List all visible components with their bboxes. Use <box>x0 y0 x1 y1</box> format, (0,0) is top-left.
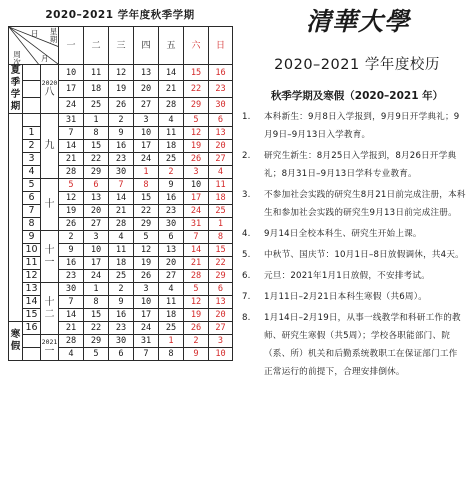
day-cell: 19 <box>184 309 209 322</box>
day-cell: 10 <box>134 127 159 140</box>
day-cell: 12 <box>184 127 209 140</box>
day-cell: 30 <box>59 283 84 296</box>
day-cell: 6 <box>109 348 134 361</box>
note-item <box>242 186 466 222</box>
note-text: 不参加社会实践的研究生8月21日前完成注册，本科生和参加社会实践的研究生9月13日前完成注册。 <box>264 190 466 218</box>
day-cell: 20 <box>209 309 233 322</box>
note-item <box>242 246 466 264</box>
section-label: 寒假 <box>9 322 23 361</box>
weekday-mon: 一 <box>59 27 84 65</box>
day-cell: 28 <box>184 270 209 283</box>
corner-weekday-label: 星期 <box>49 27 58 44</box>
note-item <box>242 309 466 381</box>
week-number: 12 <box>23 270 41 283</box>
day-cell: 18 <box>159 309 184 322</box>
day-cell: 16 <box>159 192 184 205</box>
day-cell: 28 <box>59 166 84 179</box>
week-number: 13 <box>23 283 41 296</box>
day-cell: 10 <box>84 244 109 257</box>
day-cell: 11 <box>159 296 184 309</box>
notes-list <box>242 108 466 384</box>
week-number <box>23 97 41 113</box>
calendar-header-row <box>9 27 233 65</box>
day-cell: 26 <box>184 322 209 335</box>
month-cell <box>41 335 59 361</box>
day-cell: 4 <box>59 348 84 361</box>
calendar-body <box>9 65 233 361</box>
day-cell: 29 <box>84 166 109 179</box>
day-cell: 15 <box>184 65 209 81</box>
calendar-title: 2020–2021 学年度秋季学期 <box>45 9 195 21</box>
note-number: 6. <box>242 271 251 281</box>
calendar-row <box>9 335 233 348</box>
day-cell: 30 <box>109 335 134 348</box>
note-text: 9月14日全校本科生、研究生开始上课。 <box>264 229 422 239</box>
day-cell: 25 <box>209 205 233 218</box>
day-cell: 10 <box>59 65 84 81</box>
calendar-subheading: 秋季学期及寒假（2020–2021 年） <box>270 90 444 102</box>
note-text: 1月14日–2月19日，从事一线教学和科研工作的教师、研究生寒假（共5周）；学校各职能部门、院（系、所）机关和后勤系统教职工在保证部门工作正常运行的前提下，合理安排倒休。 <box>264 313 461 377</box>
day-cell: 18 <box>209 192 233 205</box>
week-number: 15 <box>23 309 41 322</box>
day-cell: 19 <box>109 81 134 97</box>
day-cell: 8 <box>209 231 233 244</box>
day-cell: 29 <box>209 270 233 283</box>
month-cell <box>41 179 59 231</box>
day-cell: 22 <box>209 257 233 270</box>
day-cell: 27 <box>159 270 184 283</box>
day-cell: 26 <box>59 218 84 231</box>
month-cell <box>41 65 59 114</box>
day-cell: 4 <box>109 231 134 244</box>
day-cell: 29 <box>184 97 209 113</box>
note-item <box>242 108 466 144</box>
day-cell: 6 <box>209 114 233 127</box>
week-number: 16 <box>23 322 41 335</box>
day-cell: 1 <box>209 218 233 231</box>
day-cell: 14 <box>59 309 84 322</box>
calendar-table <box>8 26 233 361</box>
day-cell: 5 <box>184 283 209 296</box>
day-cell: 18 <box>84 81 109 97</box>
month-cell <box>41 283 59 335</box>
note-text: 元旦：2021年1月1日放假，不安排考试。 <box>264 271 430 281</box>
day-cell: 23 <box>109 153 134 166</box>
weekday-fri: 五 <box>159 27 184 65</box>
day-cell: 17 <box>84 257 109 270</box>
day-cell: 26 <box>134 270 159 283</box>
day-cell: 28 <box>109 218 134 231</box>
day-cell: 15 <box>134 192 159 205</box>
day-cell: 9 <box>59 244 84 257</box>
day-cell: 2 <box>109 283 134 296</box>
calendar-row <box>9 179 233 192</box>
day-cell: 8 <box>84 127 109 140</box>
day-cell: 19 <box>184 140 209 153</box>
note-item <box>242 147 466 183</box>
day-cell: 20 <box>134 81 159 97</box>
day-cell: 1 <box>134 166 159 179</box>
day-cell: 16 <box>59 257 84 270</box>
day-cell: 1 <box>159 335 184 348</box>
day-cell: 11 <box>109 244 134 257</box>
day-cell: 30 <box>109 166 134 179</box>
day-cell: 23 <box>59 270 84 283</box>
weekday-tue: 二 <box>84 27 109 65</box>
corner-week-label: 周次 <box>13 50 21 67</box>
day-cell: 25 <box>159 322 184 335</box>
day-cell: 22 <box>134 205 159 218</box>
weekday-thu: 四 <box>134 27 159 65</box>
day-cell: 13 <box>84 192 109 205</box>
day-cell: 31 <box>134 335 159 348</box>
day-cell: 8 <box>84 296 109 309</box>
day-cell: 24 <box>59 97 84 113</box>
day-cell: 27 <box>84 218 109 231</box>
day-cell: 7 <box>184 231 209 244</box>
week-number: 3 <box>23 153 41 166</box>
day-cell: 2 <box>59 231 84 244</box>
day-cell: 21 <box>184 257 209 270</box>
day-cell: 3 <box>184 166 209 179</box>
day-cell: 21 <box>109 205 134 218</box>
note-item <box>242 288 466 306</box>
day-cell: 30 <box>159 218 184 231</box>
day-cell: 23 <box>209 81 233 97</box>
day-cell: 1 <box>84 114 109 127</box>
corner-day-label: 日 <box>31 29 39 38</box>
calendar-row <box>9 231 233 244</box>
note-number: 4. <box>242 229 251 239</box>
week-number <box>23 335 41 348</box>
month-label: 十 <box>44 198 55 210</box>
calendar-row <box>9 283 233 296</box>
day-cell: 13 <box>209 127 233 140</box>
month-label: 十一 <box>44 244 55 268</box>
day-cell: 15 <box>209 244 233 257</box>
day-cell: 9 <box>184 348 209 361</box>
day-cell: 24 <box>134 322 159 335</box>
day-cell: 3 <box>134 283 159 296</box>
day-cell: 25 <box>84 97 109 113</box>
day-cell: 7 <box>59 296 84 309</box>
day-cell: 14 <box>109 192 134 205</box>
day-cell: 5 <box>59 179 84 192</box>
day-cell: 18 <box>159 140 184 153</box>
day-cell: 2 <box>109 114 134 127</box>
day-cell: 27 <box>134 97 159 113</box>
day-cell: 20 <box>159 257 184 270</box>
day-cell: 16 <box>209 65 233 81</box>
day-cell: 11 <box>209 179 233 192</box>
day-cell: 5 <box>184 114 209 127</box>
week-number <box>23 114 41 127</box>
day-cell: 18 <box>109 257 134 270</box>
day-cell: 22 <box>84 153 109 166</box>
day-cell: 14 <box>59 140 84 153</box>
day-cell: 15 <box>84 140 109 153</box>
month-label: 八 <box>44 87 55 98</box>
day-cell: 11 <box>159 127 184 140</box>
day-cell: 24 <box>134 153 159 166</box>
day-cell: 3 <box>209 335 233 348</box>
day-cell: 21 <box>59 322 84 335</box>
day-cell: 12 <box>59 192 84 205</box>
day-cell: 19 <box>134 257 159 270</box>
week-number: 1 <box>23 127 41 140</box>
day-cell: 29 <box>134 218 159 231</box>
day-cell: 12 <box>134 244 159 257</box>
note-number: 1. <box>242 112 251 122</box>
month-year: 2020 <box>41 79 58 87</box>
day-cell: 16 <box>109 309 134 322</box>
note-number: 3. <box>242 190 251 200</box>
note-number: 8. <box>242 313 251 323</box>
day-cell: 3 <box>134 114 159 127</box>
day-cell: 7 <box>59 127 84 140</box>
day-cell: 9 <box>109 296 134 309</box>
note-text: 研究生新生：8月25日入学报到，8月26日开学典礼；8月31日–9月13日学科专业教育。 <box>264 151 457 179</box>
note-text: 中秋节、国庆节：10月1日–8日放假调休，共4天。 <box>264 250 464 260</box>
week-number: 5 <box>23 179 41 192</box>
day-cell: 6 <box>84 179 109 192</box>
tsinghua-logo: 清華大學 <box>305 7 410 36</box>
weekday-sat: 六 <box>184 27 209 65</box>
note-text: 本科新生：9月8日入学报到，9月9日开学典礼；9月9日–9月13日入学教育。 <box>264 112 460 140</box>
day-cell: 15 <box>84 309 109 322</box>
month-label: 十二 <box>44 296 55 320</box>
month-label: 九 <box>44 140 55 151</box>
day-cell: 17 <box>134 140 159 153</box>
note-number: 7. <box>242 292 251 302</box>
day-cell: 10 <box>209 348 233 361</box>
week-number: 9 <box>23 231 41 244</box>
month-year: 2021 <box>41 337 58 346</box>
header-corner <box>9 27 59 65</box>
day-cell: 5 <box>84 348 109 361</box>
day-cell: 22 <box>84 322 109 335</box>
day-cell: 12 <box>184 296 209 309</box>
day-cell: 30 <box>209 97 233 113</box>
week-number: 10 <box>23 244 41 257</box>
day-cell: 17 <box>184 192 209 205</box>
week-number <box>23 81 41 97</box>
note-item <box>242 267 466 285</box>
day-cell: 28 <box>59 335 84 348</box>
note-number: 2. <box>242 151 251 161</box>
day-cell: 8 <box>159 348 184 361</box>
day-cell: 26 <box>184 153 209 166</box>
note-item <box>242 225 466 243</box>
day-cell: 10 <box>134 296 159 309</box>
day-cell: 13 <box>159 244 184 257</box>
calendar-row <box>9 65 233 81</box>
day-cell: 9 <box>109 127 134 140</box>
day-cell: 29 <box>84 335 109 348</box>
week-number: 2 <box>23 140 41 153</box>
day-cell: 20 <box>84 205 109 218</box>
calendar-row <box>9 114 233 127</box>
day-cell: 27 <box>209 322 233 335</box>
note-number: 5. <box>242 250 251 260</box>
day-cell: 6 <box>209 283 233 296</box>
day-cell: 14 <box>184 244 209 257</box>
day-cell: 21 <box>159 81 184 97</box>
week-number: 8 <box>23 218 41 231</box>
day-cell: 13 <box>134 65 159 81</box>
day-cell: 27 <box>209 153 233 166</box>
day-cell: 4 <box>209 166 233 179</box>
day-cell: 23 <box>109 322 134 335</box>
day-cell: 26 <box>109 97 134 113</box>
week-number <box>23 65 41 81</box>
day-cell: 4 <box>159 114 184 127</box>
day-cell: 5 <box>134 231 159 244</box>
day-cell: 17 <box>59 81 84 97</box>
month-cell <box>41 231 59 283</box>
section-label: 夏季学期 <box>9 65 23 114</box>
week-number: 4 <box>23 166 41 179</box>
corner-month-label: 月 <box>41 54 49 63</box>
day-cell: 22 <box>184 81 209 97</box>
day-cell: 25 <box>109 270 134 283</box>
day-cell: 6 <box>159 231 184 244</box>
month-cell <box>41 114 59 179</box>
day-cell: 7 <box>134 348 159 361</box>
day-cell: 7 <box>109 179 134 192</box>
calendar-heading: 2020–2021 学年度校历 <box>274 57 440 73</box>
week-number: 14 <box>23 296 41 309</box>
day-cell: 2 <box>159 166 184 179</box>
day-cell: 2 <box>184 335 209 348</box>
day-cell: 19 <box>59 205 84 218</box>
day-cell: 25 <box>159 153 184 166</box>
day-cell: 17 <box>134 309 159 322</box>
day-cell: 20 <box>209 140 233 153</box>
weekday-wed: 三 <box>109 27 134 65</box>
month-label: 一 <box>44 345 55 357</box>
weekday-sun: 日 <box>209 27 233 65</box>
day-cell: 8 <box>134 179 159 192</box>
day-cell: 4 <box>159 283 184 296</box>
day-cell: 24 <box>184 205 209 218</box>
day-cell: 16 <box>109 140 134 153</box>
day-cell: 9 <box>159 179 184 192</box>
day-cell: 13 <box>209 296 233 309</box>
week-number: 6 <box>23 192 41 205</box>
day-cell: 28 <box>159 97 184 113</box>
day-cell: 1 <box>84 283 109 296</box>
day-cell: 31 <box>184 218 209 231</box>
week-number: 7 <box>23 205 41 218</box>
day-cell: 21 <box>59 153 84 166</box>
day-cell: 12 <box>109 65 134 81</box>
day-cell: 24 <box>84 270 109 283</box>
day-cell: 3 <box>84 231 109 244</box>
day-cell: 10 <box>184 179 209 192</box>
week-number <box>23 348 41 361</box>
day-cell: 31 <box>59 114 84 127</box>
day-cell: 11 <box>84 65 109 81</box>
week-number: 11 <box>23 257 41 270</box>
note-text: 1月11日–2月21日本科生寒假（共6周）。 <box>264 292 427 302</box>
day-cell: 14 <box>159 65 184 81</box>
day-cell: 23 <box>159 205 184 218</box>
section-label <box>9 114 23 322</box>
